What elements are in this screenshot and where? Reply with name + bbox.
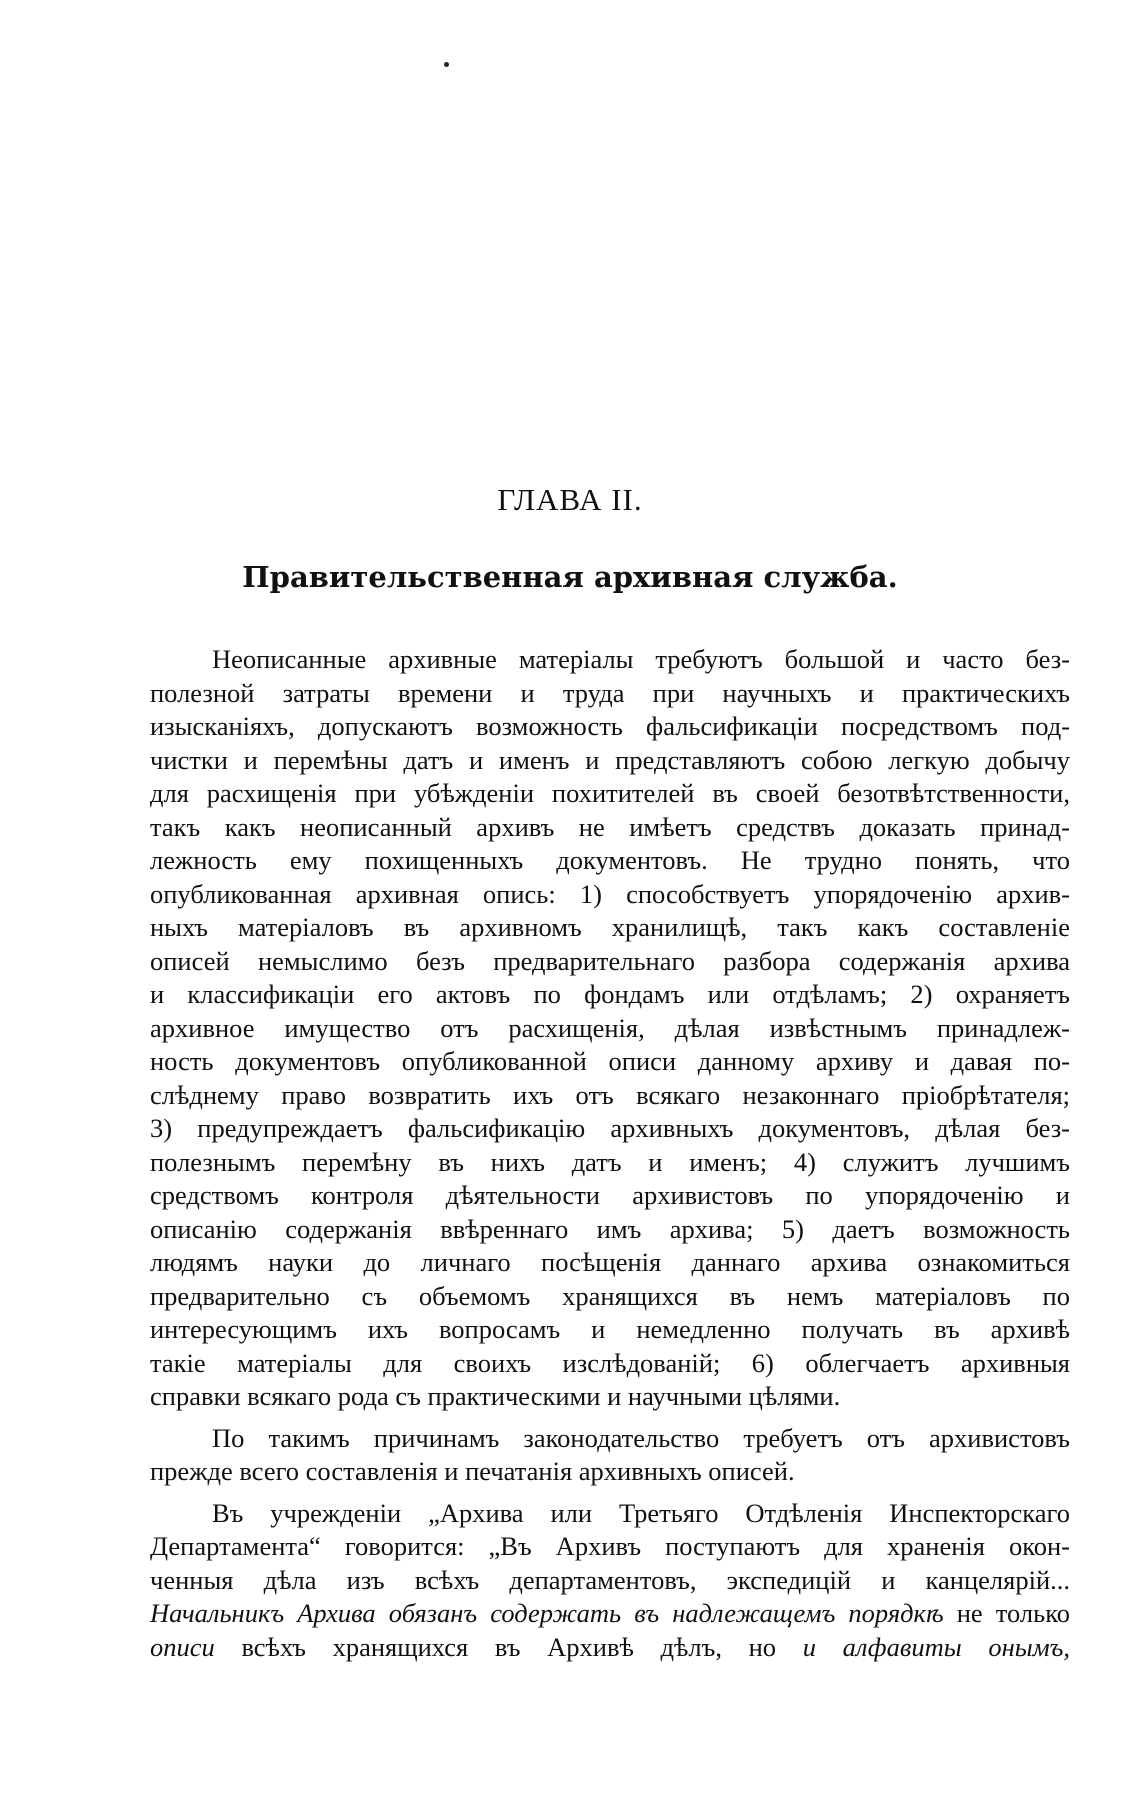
body-text (150, 643, 1070, 1664)
text-line: описанію содержанія ввѣреннаго имъ архива; 5) даетъ возможность (150, 1213, 1070, 1244)
text-line: справки всякаго рода съ практическими и научными цѣлями. (150, 1381, 841, 1411)
text-line: ность документовъ опубликованной описи данному архиву и давая по- (150, 1046, 1070, 1076)
italic-word: описи (150, 1631, 215, 1662)
italic-quote: Начальникъ Архива обязанъ содержать въ надлежащемъ порядкѣ (150, 1598, 944, 1628)
paragraph-gap (150, 1414, 1070, 1422)
text-line: архивное имущество отъ расхищенія, дѣлая извѣстнымъ принадлеж- (150, 1012, 1070, 1043)
text-line: средствомъ контроля дѣятельности архивистовъ по упорядоченію и (150, 1180, 1070, 1210)
text-line: Неописанные архивные матеріалы требуютъ большой и часто без- (212, 644, 1070, 674)
text-line-mixed (150, 1631, 1070, 1665)
text-line: Департамента“ говорится: „Въ Архивъ поступаютъ для храненія окон- (150, 1531, 1070, 1561)
text-line: опубликованная архивная опись: 1) способствуетъ упорядоченію архив- (150, 878, 1070, 909)
chapter-heading: ГЛАВА II. (497, 482, 643, 517)
chapter-title: Правительственная архивная служба. (242, 560, 898, 594)
text-line: лежность ему похищенныхъ документовъ. Не трудно понять, что (150, 845, 1070, 875)
text-line: описей немыслимо безъ предварительнаго разбора содержанія архива (150, 945, 1070, 976)
text-line: ныхъ матеріаловъ въ архивномъ хранилищѣ, такъ какъ составленіе (150, 912, 1070, 942)
italic-phrase: и алфавиты онымъ, (802, 1631, 1070, 1662)
text-line: изысканіяхъ, допускаютъ возможность фальсификаціи посредствомъ под- (150, 711, 1070, 741)
text-line: такъ какъ неописанный архивъ не имѣетъ средствъ доказать принад- (150, 811, 1070, 842)
text-line-mixed (150, 1597, 1070, 1631)
text-line: слѣднему право возвратить ихъ отъ всякаго незаконнаго пріобрѣтателя; (150, 1079, 1070, 1110)
text-line: полезнымъ перемѣну въ нихъ датъ и именъ; 4) служитъ лучшимъ (150, 1146, 1070, 1177)
text-line: ченныя дѣла изъ всѣхъ департаментовъ, экспедицій и канцелярій... (150, 1564, 1070, 1595)
text-line: для расхищенія при убѣжденіи похитителей въ своей безотвѣтственности, (150, 778, 1070, 808)
text-line: прежде всего составленія и печатанія архивныхъ описей. (150, 1456, 795, 1486)
text-span: всѣхъ хранящихся въ Архивѣ дѣлъ, но (214, 1631, 803, 1662)
text-line: предварительно съ объемомъ хранящихся въ немъ матеріаловъ по (150, 1280, 1070, 1311)
text-line: такіе матеріалы для своихъ изслѣдованій; 6) облегчаетъ архивныя (150, 1347, 1070, 1378)
text-line: По такимъ причинамъ законодательство требуетъ отъ архивистовъ (212, 1422, 1070, 1453)
text-span: не только (943, 1598, 1070, 1628)
page-speck (444, 62, 449, 67)
text-line: Въ учрежденіи „Архива или Третьяго Отдѣленія Инспекторскаго (212, 1497, 1070, 1528)
text-line: чистки и перемѣны датъ и именъ и представляютъ собою легкую добычу (150, 744, 1070, 775)
paragraph-gap (150, 1489, 1070, 1497)
text-line: полезной затраты времени и труда при научныхъ и практическихъ (150, 677, 1070, 708)
text-line: интересующимъ ихъ вопросамъ и немедленно получать въ архивѣ (150, 1314, 1070, 1344)
text-line: людямъ науки до личнаго посѣщенія даннаго архива ознакомиться (150, 1247, 1070, 1277)
text-line: и классификаціи его актовъ по фондамъ или отдѣламъ; 2) охраняетъ (150, 979, 1070, 1009)
text-line: 3) предупреждаетъ фальсификацію архивныхъ документовъ, дѣлая без- (150, 1113, 1070, 1143)
